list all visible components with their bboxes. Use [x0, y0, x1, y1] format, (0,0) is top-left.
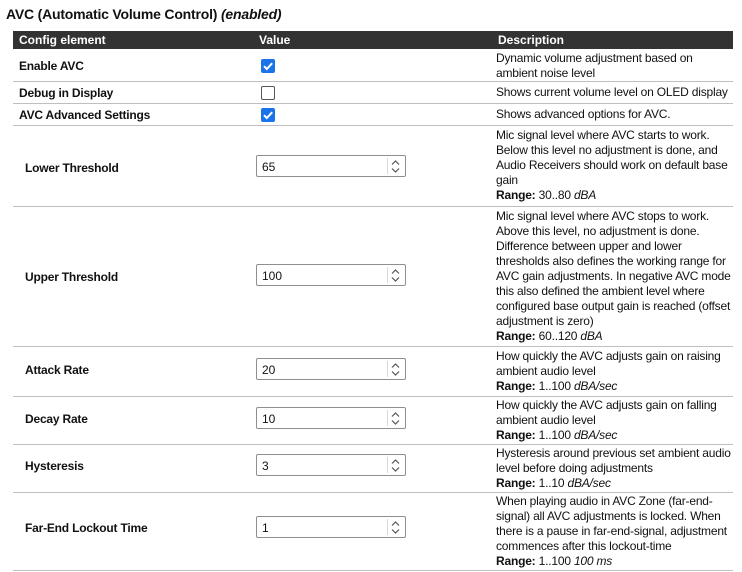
header-value: Value [259, 33, 291, 47]
hysteresis-desc-text: Hysteresis around previous set ambient audio level before doing adjustments [496, 446, 731, 475]
row-enable-avc [13, 49, 733, 82]
advanced-settings-description: Shows advanced options for AVC. [496, 107, 671, 121]
range-label: Range: [496, 188, 536, 202]
section-status: (enabled) [220, 6, 282, 22]
attack-rate-stepper[interactable] [387, 361, 403, 377]
far-end-lockout-label: Far-End Lockout Time [25, 521, 148, 535]
row-hysteresis [13, 445, 733, 493]
advanced-settings-checkbox[interactable] [261, 108, 275, 122]
far-end-lockout-stepper[interactable] [387, 519, 403, 535]
attack-rate-desc-text: How quickly the AVC adjusts gain on raising ambient audio level [496, 349, 721, 378]
range-label: Range: [496, 329, 536, 343]
attack-rate-description [496, 349, 732, 394]
attack-rate-label: Attack Rate [25, 363, 89, 377]
debug-display-label: Debug in Display [19, 86, 114, 100]
row-upper-threshold [13, 207, 733, 347]
section-title-text: AVC (Automatic Volume Control) [6, 6, 218, 22]
hysteresis-description [496, 446, 732, 491]
chevron-down-icon [391, 420, 400, 425]
upper-threshold-range: 60..120 [538, 329, 578, 343]
chevron-down-icon [391, 168, 400, 173]
decay-rate-unit: dBA/sec [573, 428, 618, 442]
checkmark-icon [261, 59, 275, 73]
lower-threshold-range: 30..80 [538, 188, 571, 202]
range-label: Range: [496, 379, 536, 393]
chevron-up-icon [391, 363, 400, 368]
decay-rate-range: 1..100 [538, 428, 571, 442]
debug-display-description: Shows current volume level on OLED display [496, 85, 728, 99]
decay-rate-stepper[interactable] [387, 410, 403, 426]
decay-rate-description [496, 398, 732, 443]
chevron-up-icon [391, 160, 400, 165]
far-end-lockout-range: 1..100 [538, 554, 571, 568]
attack-rate-value: 20 [262, 363, 276, 377]
row-advanced-settings [13, 104, 733, 126]
enable-avc-checkbox[interactable] [261, 59, 275, 73]
row-far-end-lockout [13, 493, 733, 571]
row-debug-display [13, 82, 733, 104]
debug-display-checkbox[interactable] [261, 86, 275, 100]
section-title [6, 6, 281, 22]
enable-avc-description: Dynamic volume adjustment based on ambient noise level [496, 51, 693, 80]
hysteresis-value: 3 [262, 459, 269, 473]
hysteresis-label: Hysteresis [25, 459, 84, 473]
hysteresis-unit: dBA/sec [567, 476, 611, 490]
decay-rate-label: Decay Rate [25, 412, 88, 426]
attack-rate-range: 1..100 [538, 379, 571, 393]
hysteresis-stepper[interactable] [387, 457, 403, 473]
far-end-lockout-value: 1 [262, 521, 269, 535]
row-decay-rate [13, 397, 733, 445]
upper-threshold-input[interactable] [256, 264, 406, 286]
hysteresis-input[interactable] [256, 454, 406, 476]
header-config-element: Config element [19, 33, 106, 47]
far-end-lockout-desc-text: When playing audio in AVC Zone (far-end-signal) all AVC adjustments is locked. When there is a pause in far-end-signal, adjustment commences after this lockout-time [496, 494, 727, 553]
upper-threshold-value: 100 [262, 269, 283, 283]
chevron-up-icon [391, 459, 400, 464]
upper-threshold-label: Upper Threshold [25, 270, 119, 284]
row-attack-rate [13, 347, 733, 397]
decay-rate-desc-text: How quickly the AVC adjusts gain on falling ambient audio level [496, 398, 717, 427]
upper-threshold-desc-text: Mic signal level where AVC stops to work. Above this level, no adjustment is done. Difference between upper and lower thresholds also defines the working range for AVC gain adjustments. In negative AVC mode this also defined the ambient level where configured base output gain is reached (offset adjustment is zero) [496, 209, 731, 328]
lower-threshold-input[interactable] [256, 155, 406, 177]
lower-threshold-label: Lower Threshold [25, 161, 119, 175]
range-label: Range: [496, 476, 536, 490]
upper-threshold-description [496, 209, 732, 344]
enable-avc-label: Enable AVC [19, 59, 84, 73]
decay-rate-input[interactable] [256, 407, 406, 429]
header-description: Description [498, 33, 565, 47]
attack-rate-input[interactable] [256, 358, 406, 380]
attack-rate-unit: dBA/sec [573, 379, 618, 393]
far-end-lockout-unit: 100 ms [573, 554, 613, 568]
hysteresis-range: 1..10 [538, 476, 565, 490]
far-end-lockout-description [496, 494, 732, 569]
chevron-up-icon [391, 269, 400, 274]
checkmark-icon [261, 108, 275, 122]
range-label: Range: [496, 554, 536, 568]
decay-rate-value: 10 [262, 412, 276, 426]
chevron-down-icon [391, 467, 400, 472]
lower-threshold-value: 65 [262, 160, 276, 174]
lower-threshold-stepper[interactable] [387, 158, 403, 174]
chevron-up-icon [391, 521, 400, 526]
row-lower-threshold [13, 126, 733, 207]
upper-threshold-stepper[interactable] [387, 267, 403, 283]
far-end-lockout-input[interactable] [256, 516, 406, 538]
table-header [13, 31, 733, 49]
chevron-up-icon [391, 412, 400, 417]
range-label: Range: [496, 428, 536, 442]
chevron-down-icon [391, 277, 400, 282]
lower-threshold-unit: dBA [573, 188, 597, 202]
upper-threshold-unit: dBA [580, 329, 603, 343]
chevron-down-icon [391, 529, 400, 534]
lower-threshold-description [496, 128, 732, 203]
lower-threshold-desc-text: Mic signal level where AVC starts to work. Below this level no adjustment is done, and Audio Receivers should work on default base gain [496, 128, 728, 187]
chevron-down-icon [391, 371, 400, 376]
advanced-settings-label: AVC Advanced Settings [19, 108, 151, 122]
